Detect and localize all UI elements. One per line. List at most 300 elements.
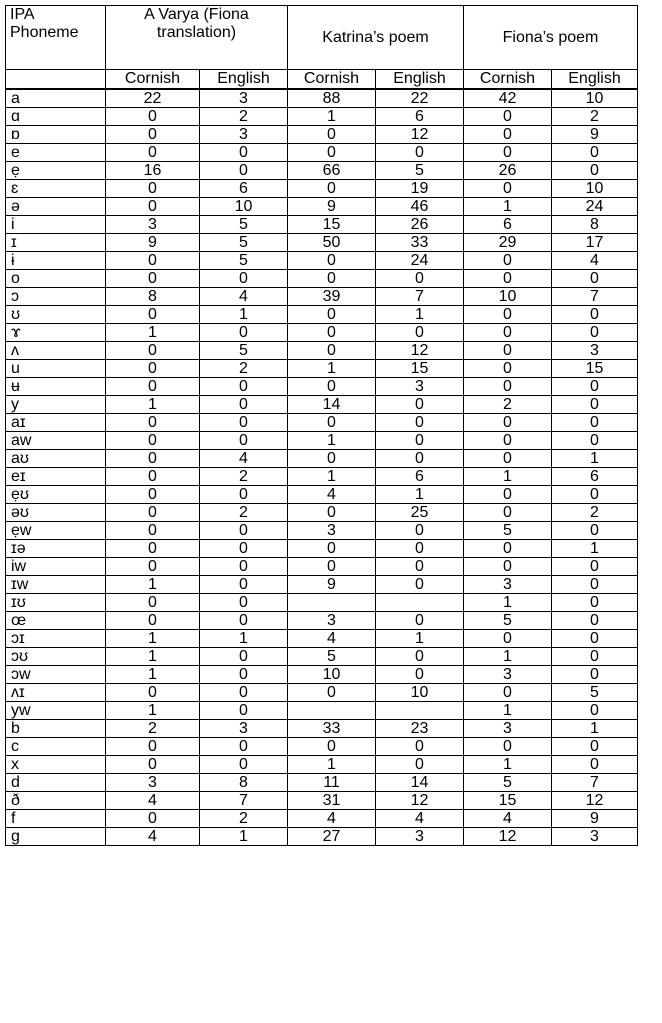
cornish-count: 0 — [464, 684, 552, 702]
cornish-count: 0 — [464, 486, 552, 504]
english-count: 0 — [552, 270, 638, 288]
cornish-count: 3 — [464, 720, 552, 738]
cornish-count: 0 — [288, 378, 376, 396]
cornish-count: 0 — [288, 738, 376, 756]
table-row — [6, 522, 638, 540]
english-count: 1 — [376, 486, 464, 504]
cornish-count: 9 — [106, 234, 200, 252]
ipa-phoneme-header: IPA Phoneme — [6, 6, 106, 70]
subheader-english: English — [552, 70, 638, 90]
cornish-count: 2 — [106, 720, 200, 738]
cornish-count: 0 — [464, 414, 552, 432]
cornish-count: 0 — [106, 684, 200, 702]
english-count: 0 — [552, 396, 638, 414]
phoneme-cell: iw — [6, 558, 106, 576]
cornish-count: 1 — [464, 468, 552, 486]
cornish-count: 33 — [288, 720, 376, 738]
cornish-count: 0 — [106, 558, 200, 576]
table-body — [6, 89, 638, 846]
english-count: 0 — [552, 594, 638, 612]
english-count: 10 — [200, 198, 288, 216]
cornish-count: 1 — [288, 108, 376, 126]
english-count: 2 — [552, 504, 638, 522]
cornish-count: 27 — [288, 828, 376, 846]
table-row — [6, 540, 638, 558]
cornish-count: 0 — [106, 252, 200, 270]
english-count: 0 — [376, 756, 464, 774]
english-count: 14 — [376, 774, 464, 792]
cornish-count: 3 — [106, 216, 200, 234]
cornish-count: 0 — [464, 504, 552, 522]
cornish-count: 8 — [106, 288, 200, 306]
cornish-count: 0 — [106, 198, 200, 216]
english-count: 3 — [376, 828, 464, 846]
phoneme-cell: aʊ — [6, 450, 106, 468]
cornish-count: 42 — [464, 89, 552, 108]
cornish-count: 0 — [106, 522, 200, 540]
cornish-count: 0 — [464, 306, 552, 324]
cornish-count: 5 — [464, 522, 552, 540]
english-count: 0 — [376, 522, 464, 540]
cornish-count: 0 — [106, 342, 200, 360]
cornish-count: 88 — [288, 89, 376, 108]
english-count: 7 — [200, 792, 288, 810]
english-count: 0 — [376, 450, 464, 468]
english-count: 24 — [376, 252, 464, 270]
table-row — [6, 558, 638, 576]
english-count: 0 — [376, 432, 464, 450]
phoneme-cell: ẹ — [6, 162, 106, 180]
table-row — [6, 216, 638, 234]
phoneme-cell: ɔw — [6, 666, 106, 684]
cornish-count: 9 — [288, 576, 376, 594]
cornish-count: 0 — [106, 360, 200, 378]
phoneme-cell: ẹw — [6, 522, 106, 540]
english-count: 0 — [200, 558, 288, 576]
table-row — [6, 810, 638, 828]
english-count: 0 — [552, 630, 638, 648]
phoneme-cell: ɑ — [6, 108, 106, 126]
english-count: 2 — [200, 108, 288, 126]
table-row — [6, 198, 638, 216]
english-count: 0 — [552, 522, 638, 540]
group-header-a-varya: A Varya (Fiona translation) — [106, 6, 288, 70]
phoneme-cell: ʊ — [6, 306, 106, 324]
english-count: 4 — [376, 810, 464, 828]
table-row — [6, 576, 638, 594]
table-row — [6, 720, 638, 738]
cornish-count: 0 — [106, 270, 200, 288]
phoneme-cell: y — [6, 396, 106, 414]
cornish-count: 5 — [464, 612, 552, 630]
english-count: 0 — [552, 558, 638, 576]
english-count: 0 — [376, 540, 464, 558]
cornish-count: 0 — [288, 126, 376, 144]
english-count: 5 — [200, 342, 288, 360]
cornish-count: 0 — [288, 180, 376, 198]
english-count: 7 — [552, 774, 638, 792]
cornish-count: 0 — [464, 360, 552, 378]
english-count: 0 — [200, 144, 288, 162]
table-row — [6, 594, 638, 612]
english-count: 4 — [552, 252, 638, 270]
cornish-count: 0 — [288, 684, 376, 702]
english-count: 8 — [200, 774, 288, 792]
english-count: 0 — [200, 684, 288, 702]
cornish-count: 9 — [288, 198, 376, 216]
english-count: 0 — [376, 666, 464, 684]
english-count: 0 — [552, 576, 638, 594]
cornish-count: 11 — [288, 774, 376, 792]
english-count: 0 — [552, 612, 638, 630]
english-count: 0 — [200, 612, 288, 630]
cornish-count: 0 — [464, 144, 552, 162]
subheader-cornish: Cornish — [106, 70, 200, 90]
english-count: 4 — [200, 288, 288, 306]
cornish-count: 22 — [106, 89, 200, 108]
english-count: 10 — [376, 684, 464, 702]
english-count: 1 — [552, 450, 638, 468]
english-count: 0 — [200, 432, 288, 450]
cornish-count: 16 — [106, 162, 200, 180]
table-row — [6, 234, 638, 252]
cornish-count: 1 — [106, 396, 200, 414]
cornish-count: 10 — [464, 288, 552, 306]
phoneme-cell: aɪ — [6, 414, 106, 432]
subheader-cornish: Cornish — [464, 70, 552, 90]
english-count: 0 — [200, 666, 288, 684]
english-count: 3 — [552, 342, 638, 360]
cornish-count: 1 — [464, 198, 552, 216]
cornish-count: 1 — [464, 594, 552, 612]
phoneme-cell: ɪw — [6, 576, 106, 594]
cornish-count: 0 — [106, 450, 200, 468]
cornish-count: 0 — [106, 378, 200, 396]
english-count: 0 — [200, 378, 288, 396]
cornish-count: 4 — [288, 486, 376, 504]
phoneme-cell: ɔɪ — [6, 630, 106, 648]
english-count: 19 — [376, 180, 464, 198]
cornish-count: 1 — [106, 648, 200, 666]
cornish-count: 1 — [464, 648, 552, 666]
english-count: 7 — [552, 288, 638, 306]
english-count: 0 — [200, 576, 288, 594]
english-count: 0 — [552, 378, 638, 396]
cornish-count: 31 — [288, 792, 376, 810]
english-count: 3 — [200, 720, 288, 738]
phoneme-cell: b — [6, 720, 106, 738]
english-count: 0 — [200, 270, 288, 288]
cornish-count: 3 — [288, 612, 376, 630]
english-count: 12 — [552, 792, 638, 810]
english-count: 1 — [200, 828, 288, 846]
cornish-count: 15 — [288, 216, 376, 234]
english-count: 3 — [200, 89, 288, 108]
english-count: 0 — [376, 144, 464, 162]
table-row — [6, 270, 638, 288]
cornish-count: 0 — [464, 342, 552, 360]
english-count: 0 — [200, 162, 288, 180]
cornish-count: 0 — [106, 738, 200, 756]
english-count: 33 — [376, 234, 464, 252]
table-row — [6, 756, 638, 774]
cornish-count: 0 — [464, 270, 552, 288]
cornish-count: 14 — [288, 396, 376, 414]
table-row — [6, 702, 638, 720]
english-count: 1 — [552, 540, 638, 558]
table-row — [6, 180, 638, 198]
english-count: 0 — [552, 432, 638, 450]
cornish-count: 0 — [288, 252, 376, 270]
english-count: 0 — [200, 324, 288, 342]
english-count: 46 — [376, 198, 464, 216]
cornish-count: 5 — [288, 648, 376, 666]
cornish-count — [288, 594, 376, 612]
cornish-count: 0 — [288, 324, 376, 342]
english-count: 0 — [552, 306, 638, 324]
cornish-count: 0 — [106, 108, 200, 126]
cornish-count: 39 — [288, 288, 376, 306]
cornish-count: 0 — [464, 180, 552, 198]
cornish-count: 0 — [464, 108, 552, 126]
english-count: 17 — [552, 234, 638, 252]
cornish-count: 0 — [464, 432, 552, 450]
english-count: 5 — [200, 252, 288, 270]
cornish-count — [288, 702, 376, 720]
english-count: 12 — [376, 792, 464, 810]
english-count: 0 — [552, 144, 638, 162]
phoneme-cell: ɒ — [6, 126, 106, 144]
cornish-count: 29 — [464, 234, 552, 252]
english-count: 3 — [200, 126, 288, 144]
cornish-count: 1 — [288, 360, 376, 378]
english-count: 2 — [200, 360, 288, 378]
cornish-count: 50 — [288, 234, 376, 252]
cornish-count: 0 — [106, 756, 200, 774]
table-row — [6, 378, 638, 396]
table-row — [6, 792, 638, 810]
english-count: 0 — [200, 738, 288, 756]
phoneme-cell: ð — [6, 792, 106, 810]
english-count: 0 — [200, 648, 288, 666]
english-count: 9 — [552, 126, 638, 144]
cornish-count: 0 — [106, 594, 200, 612]
english-count: 15 — [552, 360, 638, 378]
table-row — [6, 504, 638, 522]
cornish-count: 0 — [464, 738, 552, 756]
cornish-count: 3 — [106, 774, 200, 792]
english-count: 3 — [552, 828, 638, 846]
english-count: 1 — [200, 630, 288, 648]
subheader-english: English — [376, 70, 464, 90]
english-count: 8 — [552, 216, 638, 234]
table-row — [6, 666, 638, 684]
cornish-count: 0 — [288, 144, 376, 162]
english-count: 0 — [552, 414, 638, 432]
phoneme-cell: ɪə — [6, 540, 106, 558]
english-count: 0 — [552, 666, 638, 684]
cornish-count: 0 — [106, 540, 200, 558]
table-row — [6, 89, 638, 108]
phoneme-cell: c — [6, 738, 106, 756]
english-count: 5 — [200, 234, 288, 252]
cornish-count: 0 — [288, 270, 376, 288]
english-count — [376, 702, 464, 720]
group-header-katrinas-poem: Katrina’s poem — [288, 6, 464, 70]
subheader-blank — [6, 70, 106, 90]
english-count: 0 — [200, 540, 288, 558]
english-count: 0 — [552, 486, 638, 504]
cornish-count: 10 — [288, 666, 376, 684]
english-count: 0 — [376, 576, 464, 594]
table-row — [6, 162, 638, 180]
cornish-count: 0 — [288, 342, 376, 360]
table-row — [6, 126, 638, 144]
english-count: 5 — [200, 216, 288, 234]
phoneme-cell: e — [6, 144, 106, 162]
english-count: 0 — [376, 414, 464, 432]
phoneme-cell: a — [6, 89, 106, 108]
english-count: 1 — [376, 306, 464, 324]
cornish-count: 0 — [106, 486, 200, 504]
table-row — [6, 432, 638, 450]
phoneme-cell: x — [6, 756, 106, 774]
phoneme-cell: aw — [6, 432, 106, 450]
table-row — [6, 630, 638, 648]
phoneme-cell: yw — [6, 702, 106, 720]
english-count: 0 — [200, 522, 288, 540]
cornish-count: 1 — [106, 576, 200, 594]
english-count: 0 — [552, 162, 638, 180]
cornish-count: 1 — [106, 666, 200, 684]
english-count: 0 — [200, 756, 288, 774]
cornish-count: 0 — [106, 144, 200, 162]
table-row — [6, 468, 638, 486]
english-count: 26 — [376, 216, 464, 234]
phoneme-cell: əʊ — [6, 504, 106, 522]
cornish-count: 0 — [288, 504, 376, 522]
cornish-count: 1 — [288, 432, 376, 450]
table-row — [6, 252, 638, 270]
table-row — [6, 324, 638, 342]
cornish-count: 0 — [106, 468, 200, 486]
cornish-count: 0 — [464, 558, 552, 576]
phoneme-cell: d — [6, 774, 106, 792]
english-count: 2 — [200, 468, 288, 486]
cornish-count: 1 — [464, 756, 552, 774]
english-count: 0 — [200, 396, 288, 414]
english-count: 0 — [376, 324, 464, 342]
cornish-count: 0 — [464, 450, 552, 468]
cornish-count: 3 — [464, 576, 552, 594]
phoneme-cell: œ — [6, 612, 106, 630]
phoneme-cell: ɔ — [6, 288, 106, 306]
english-count: 2 — [200, 810, 288, 828]
english-count: 0 — [376, 396, 464, 414]
cornish-count: 1 — [288, 756, 376, 774]
cornish-count: 4 — [106, 828, 200, 846]
phoneme-cell: o — [6, 270, 106, 288]
phoneme-cell: ɪʊ — [6, 594, 106, 612]
phoneme-cell: ɪ — [6, 234, 106, 252]
cornish-count: 0 — [288, 306, 376, 324]
english-count: 7 — [376, 288, 464, 306]
english-count: 0 — [552, 702, 638, 720]
english-count: 0 — [552, 648, 638, 666]
english-count: 6 — [200, 180, 288, 198]
english-count: 10 — [552, 180, 638, 198]
phoneme-cell: ɛ — [6, 180, 106, 198]
english-count: 25 — [376, 504, 464, 522]
english-count: 0 — [376, 558, 464, 576]
english-count: 0 — [552, 756, 638, 774]
phoneme-cell: ẹʊ — [6, 486, 106, 504]
english-count — [376, 594, 464, 612]
table-row — [6, 108, 638, 126]
cornish-count: 1 — [106, 702, 200, 720]
cornish-count: 3 — [464, 666, 552, 684]
cornish-count: 3 — [288, 522, 376, 540]
cornish-count: 0 — [464, 630, 552, 648]
subheader-cornish: Cornish — [288, 70, 376, 90]
table-row — [6, 486, 638, 504]
cornish-count: 12 — [464, 828, 552, 846]
phoneme-cell: eɪ — [6, 468, 106, 486]
phoneme-cell: ʌɪ — [6, 684, 106, 702]
cornish-count: 0 — [106, 432, 200, 450]
phoneme-cell: i — [6, 216, 106, 234]
table-row — [6, 684, 638, 702]
cornish-count: 0 — [464, 126, 552, 144]
phoneme-cell: ɨ — [6, 252, 106, 270]
phoneme-cell: g — [6, 828, 106, 846]
cornish-count: 0 — [464, 540, 552, 558]
english-count: 10 — [552, 89, 638, 108]
english-count: 1 — [376, 630, 464, 648]
phoneme-count-table — [5, 5, 638, 846]
cornish-count: 0 — [288, 450, 376, 468]
cornish-count: 1 — [464, 702, 552, 720]
group-header-fionas-poem: Fiona’s poem — [464, 6, 638, 70]
english-count: 0 — [200, 594, 288, 612]
english-count: 0 — [552, 738, 638, 756]
english-count: 6 — [552, 468, 638, 486]
cornish-count: 0 — [106, 504, 200, 522]
english-count: 6 — [376, 468, 464, 486]
english-count: 1 — [552, 720, 638, 738]
table-row — [6, 648, 638, 666]
table-row — [6, 612, 638, 630]
english-count: 5 — [552, 684, 638, 702]
cornish-count: 2 — [464, 396, 552, 414]
table-row — [6, 342, 638, 360]
english-count: 0 — [376, 648, 464, 666]
cornish-count: 0 — [106, 810, 200, 828]
table-row — [6, 144, 638, 162]
english-count: 22 — [376, 89, 464, 108]
english-count: 2 — [552, 108, 638, 126]
cornish-count: 6 — [464, 216, 552, 234]
english-count: 2 — [200, 504, 288, 522]
subheader-english: English — [200, 70, 288, 90]
english-count: 12 — [376, 342, 464, 360]
cornish-count: 26 — [464, 162, 552, 180]
english-count: 0 — [552, 324, 638, 342]
english-count: 0 — [376, 738, 464, 756]
cornish-count: 0 — [288, 558, 376, 576]
cornish-count: 1 — [106, 324, 200, 342]
cornish-count: 4 — [288, 810, 376, 828]
